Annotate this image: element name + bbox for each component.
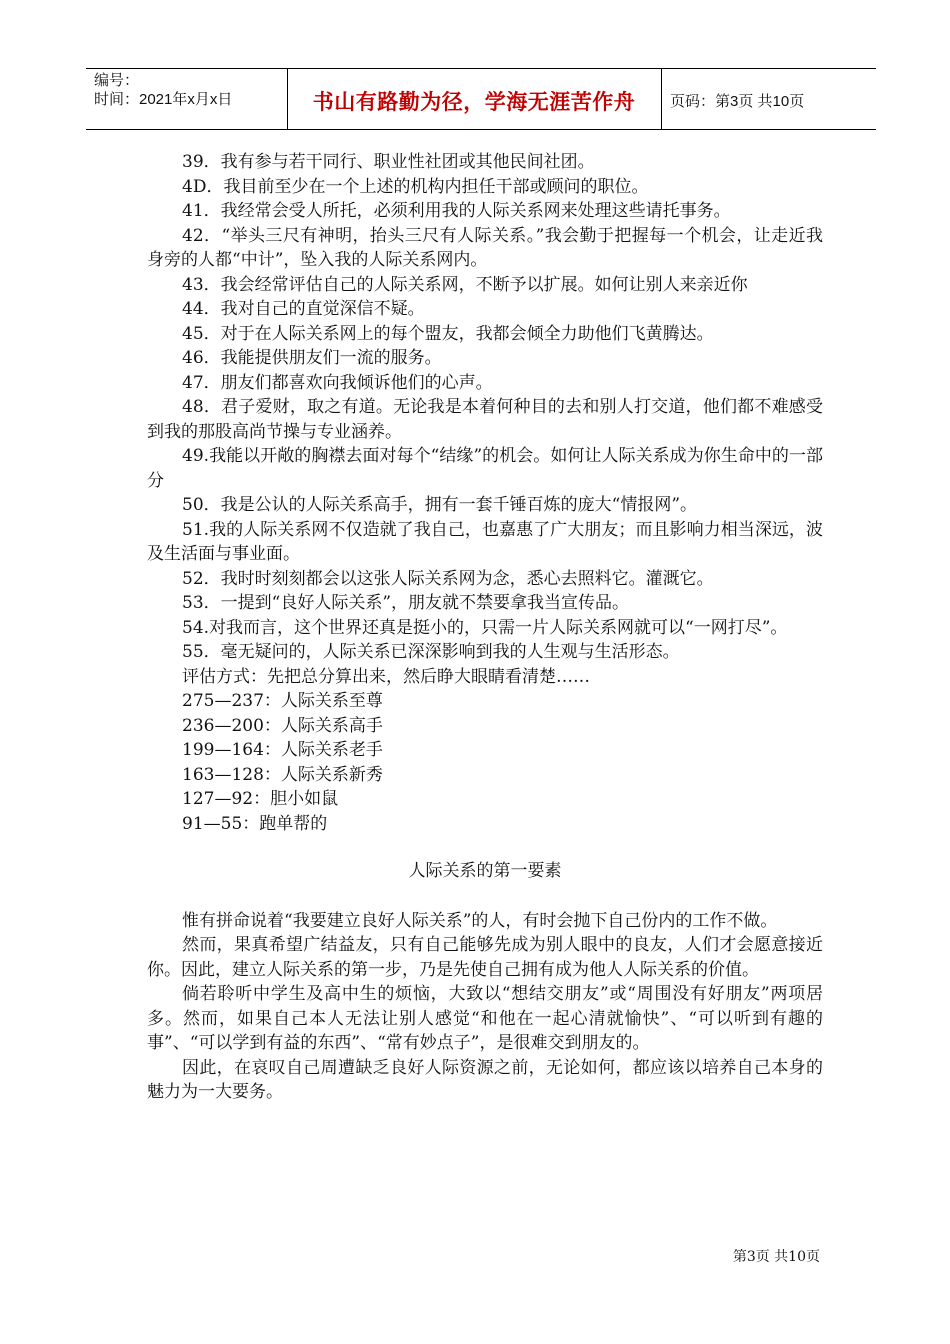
list-item: 51.我的人际关系网不仅造就了我自己，也嘉惠了广大朋友；而且影响力相当深远，波及生活面与事业面。 <box>147 519 823 564</box>
page-header <box>86 68 876 130</box>
section-paragraph: 倘若聆听中学生及高中生的烦恼，大致以“想结交朋友”或“周围没有好朋友”两项居多。然而，如果自己本人无法让别人感觉“和他在一起心清就愉快”、“可以听到有趣的事”、“可以学到有益的东西”、“常有妙点子”，是很难交到朋友的。 <box>147 984 823 1053</box>
list-item: 46．我能提供朋友们一流的服务。 <box>182 348 442 368</box>
list-item: 43．我会经常评估自己的人际关系网，不断予以扩展。如何让别人来亲近你 <box>182 274 748 295</box>
header-meta <box>94 71 232 109</box>
header-motto: 书山有路勤为径，学海无涯苦作舟 <box>312 90 636 114</box>
evaluation-range: 236—200：人际关系高手 <box>182 715 383 736</box>
evaluation-range: 163—128：人际关系新秀 <box>182 764 383 785</box>
page-footer: 第3页 共10页 <box>732 1249 820 1265</box>
list-item: 42．“举头三尺有神明，抬头三尺有人际关系。”我会勤于把握每一个机会，让走近我身旁的人都“中计”，坠入我的人际关系网内。 <box>147 225 823 270</box>
evaluation-range: 127—92：胆小如鼠 <box>182 789 339 809</box>
list-item: 55．毫无疑问的，人际关系已深深影响到我的人生观与生活形态。 <box>182 642 680 662</box>
evaluation-range: 91—55：跑单帮的 <box>182 813 328 834</box>
list-item: 54.对我而言，这个世界还真是挺小的，只需一片人际关系网就可以“一网打尽”。 <box>182 617 788 638</box>
list-item: 39．我有参与若干同行、职业性社团或其他民间社团。 <box>182 152 595 172</box>
header-divider <box>661 69 662 129</box>
document-body <box>147 150 823 1105</box>
header-time-label: 时间：2021年x月x日 <box>94 91 233 108</box>
evaluation-intro: 评估方式：先把总分算出来，然后睁大眼睛看清楚…… <box>182 666 590 687</box>
section-paragraph: 因此，在哀叹自己周遭缺乏良好人际资源之前，无论如何，都应该以培养自己本身的魅力为一大要务。 <box>147 1057 823 1102</box>
list-item: 49.我能以开敞的胸襟去面对每个“结缘”的机会。如何让人际关系成为你生命中的一部分 <box>147 446 823 491</box>
section-title: 人际关系的第一要素 <box>408 861 562 881</box>
list-item: 52．我时时刻刻都会以这张人际关系网为念，悉心去照料它。灌溉它。 <box>182 568 714 589</box>
list-item: 47．朋友们都喜欢向我倾诉他们的心声。 <box>182 372 493 393</box>
section-paragraph: 然而，果真希望广结益友，只有自己能够先成为别人眼中的良友，人们才会愿意接近你。因此，建立人际关系的第一步，乃是先使自己拥有成为他人人际关系的价值。 <box>147 935 823 980</box>
list-item: 4D．我目前至少在一个上述的机构内担任干部或顾问的职位。 <box>182 176 649 197</box>
list-item: 44．我对自己的直觉深信不疑。 <box>182 299 425 319</box>
list-item: 48．君子爱财，取之有道。无论我是本着何种目的去和别人打交道，他们都不难感受到我的那股高尚节操与专业涵养。 <box>147 397 823 442</box>
evaluation-range: 275—237：人际关系至尊 <box>182 691 383 711</box>
header-page-label: 页码：第3页 共10页 <box>670 93 805 110</box>
list-item: 50．我是公认的人际关系高手，拥有一套千锤百炼的庞大“情报网”。 <box>182 495 698 515</box>
header-number-label: 编号： <box>94 72 140 89</box>
list-item: 45．对于在人际关系网上的每个盟友，我都会倾全力助他们飞黄腾达。 <box>182 323 714 344</box>
list-item: 41．我经常会受人所托，必须利用我的人际关系网来处理这些请托事务。 <box>182 201 731 221</box>
list-item: 53．一提到“良好人际关系”，朋友就不禁要拿我当宣传品。 <box>182 593 630 613</box>
section-paragraph: 惟有拼命说着“我要建立良好人际关系”的人，有时会抛下自己份内的工作不做。 <box>182 910 778 931</box>
evaluation-range: 199—164：人际关系老手 <box>182 740 383 760</box>
